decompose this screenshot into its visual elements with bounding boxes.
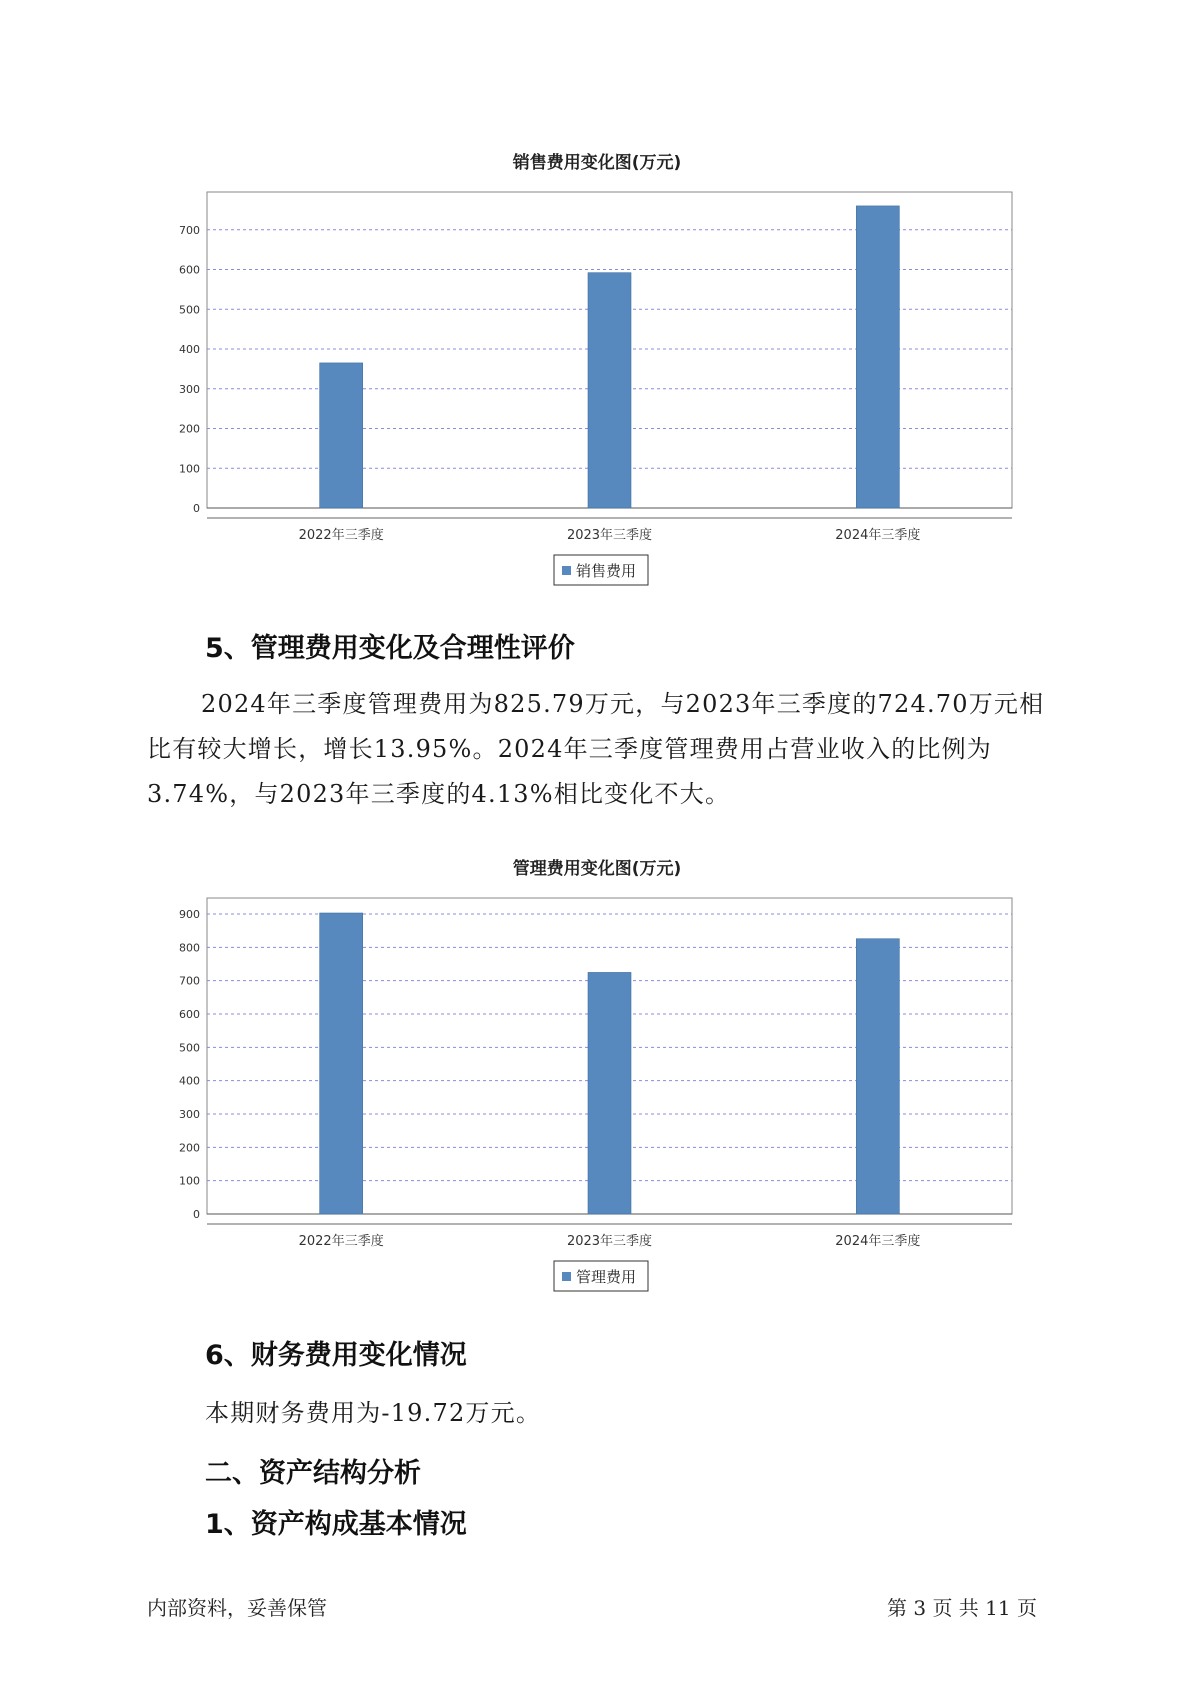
x-category-label: 2022年三季度 [298,1234,384,1249]
bar [856,206,899,508]
y-tick-label: 500 [179,303,200,317]
bar [856,939,899,1214]
y-tick-label: 300 [179,1108,200,1121]
part-2-title: 二、资产结构分析 [205,1458,421,1489]
x-category-label: 2024年三季度 [835,528,921,543]
chart-title: 销售费用变化图(万元) [512,153,682,173]
y-tick-label: 300 [179,382,200,396]
footer-left-note: 内部资料，妥善保管 [147,1596,327,1620]
legend-swatch [562,1272,571,1281]
y-tick-label: 0 [193,502,200,515]
section-5-title: 5、管理费用变化及合理性评价 [205,633,575,664]
x-category-label: 2023年三季度 [566,1234,653,1249]
x-category-label: 2024年三季度 [835,1234,921,1249]
section-6-paragraph: 本期财务费用为-19.72万元。 [205,1399,542,1427]
y-tick-label: 100 [179,462,200,476]
y-tick-label: 400 [179,343,200,357]
admin-expense-chart [0,846,1191,1306]
bar [588,972,631,1214]
y-tick-label: 700 [179,974,200,988]
legend-swatch [562,566,571,575]
y-tick-label: 200 [179,1141,200,1155]
bar [588,273,631,508]
bar [320,913,363,1214]
subsection-1-title: 1、资产构成基本情况 [205,1509,467,1540]
y-tick-label: 600 [179,1008,200,1021]
chart-title: 管理费用变化图(万元) [512,859,682,879]
y-tick-label: 100 [179,1174,200,1188]
section-5-paragraph: 2024年三季度管理费用为825.79万元，与2023年三季度的724.70万元相比有较大增长，增长13.95%。2024年三季度管理费用占营业收入的比例为3.74%，与2023年三季度的4.13%相比变化不大。 [147,690,1045,808]
chart-legend [554,555,648,585]
y-tick-label: 600 [179,263,200,277]
bar [320,363,363,508]
y-tick-label: 0 [193,1208,200,1221]
x-category-label: 2023年三季度 [566,528,653,543]
y-tick-label: 700 [179,223,200,237]
y-tick-label: 800 [179,941,200,955]
y-tick-label: 200 [179,422,200,436]
legend-label: 销售费用 [576,562,637,580]
y-tick-label: 500 [179,1041,200,1055]
x-category-label: 2022年三季度 [298,528,384,543]
chart-legend [554,1261,648,1291]
sales-expense-chart [0,140,1191,600]
y-tick-label: 900 [179,908,200,921]
legend-label: 管理费用 [576,1268,637,1286]
footer-page-number: 第 3 页 共 11 页 [887,1596,1037,1620]
section-6-title: 6、财务费用变化情况 [205,1340,467,1371]
y-tick-label: 400 [179,1074,200,1088]
